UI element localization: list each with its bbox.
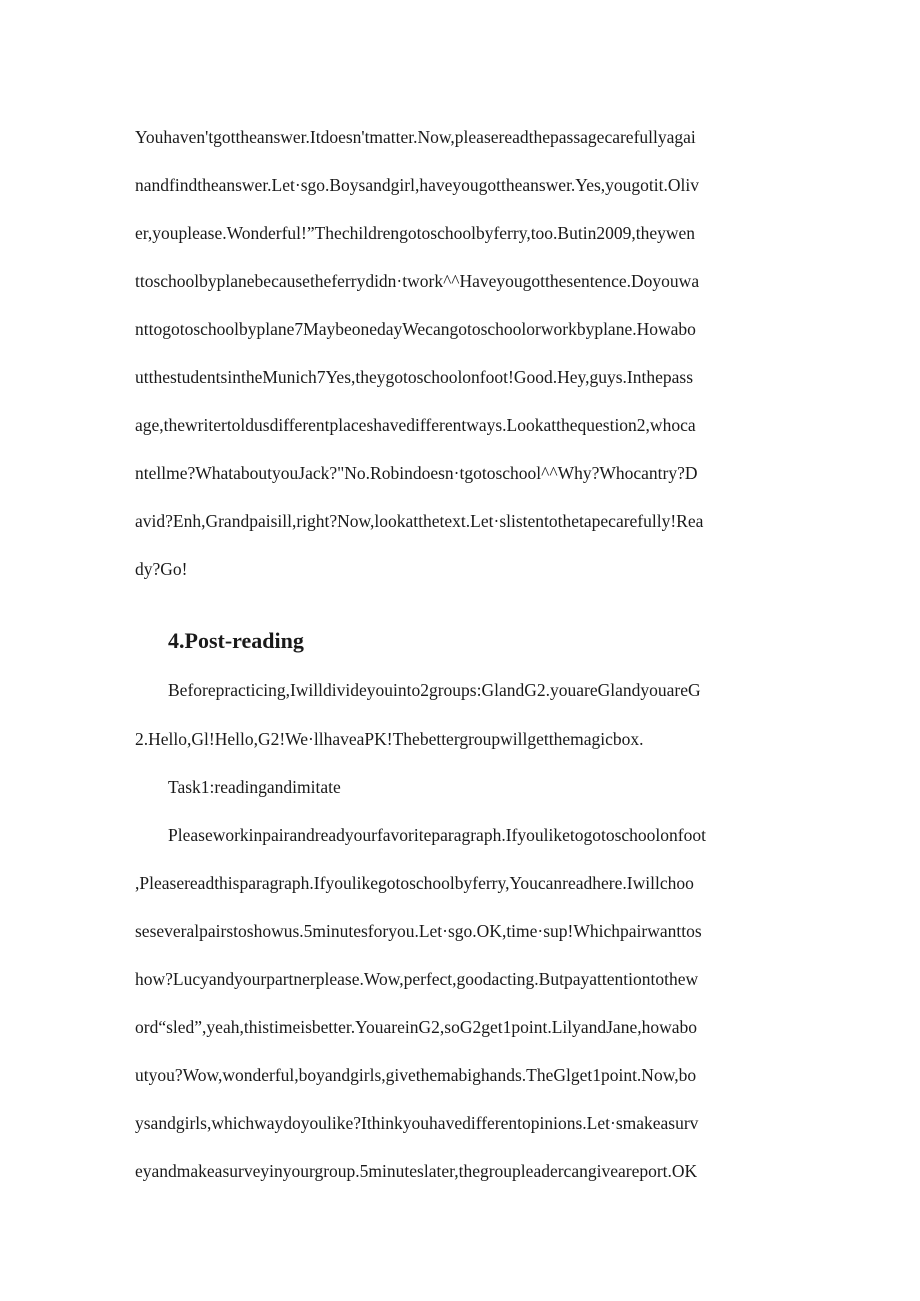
text-line: how?Lucyandyourpartnerplease.Wow,perfect,goodacting.Butpayattentiontothew — [135, 969, 699, 989]
text-line: ntellme?WhataboutyouJack?"No.Robindoesn·tgotoschool^^Why?Whocantry?D — [135, 463, 698, 483]
text-line: ,Pleasereadthisparagraph.Ifyoulikegotoschoolbyferry,Youcanreadhere.Iwillchoo — [135, 873, 694, 893]
text-line: eyandmakeasurveyinyourgroup.5minuteslater,thegroupleadercangiveareport.OK — [135, 1161, 698, 1181]
text-line: er,youplease.Wonderful!”Thechildrengotoschoolbyferry,too.Butin2009,theywen — [135, 223, 695, 243]
text-line: ttoschoolbyplanebecausetheferrydidn·twork^^Haveyougotthesentence.Doyouwa — [135, 271, 700, 291]
text-line: seseveralpairstoshowus.5minutesforyou.Let·sgo.OK,time·sup!Whichpairwanttos — [135, 921, 702, 941]
section-heading: 4.Post-reading — [168, 628, 304, 653]
text-line: 2.Hello,Gl!Hello,G2!We·llhaveaPK!Thebettergroupwillgetthemagicbox. — [135, 729, 644, 749]
text-line: nttogotoschoolbyplane7MaybeonedayWecangotoschoolorworkbyplane.Howabo — [135, 319, 696, 339]
text-line: nandfindtheanswer.Let·sgo.Boysandgirl,haveyougottheanswer.Yes,yougotit.Oliv — [135, 175, 699, 195]
text-line: avid?Enh,Grandpaisill,right?Now,lookatthetext.Let·slistentothetapecarefully!Rea — [135, 511, 704, 531]
text-line: ysandgirls,whichwaydoyoulike?Ithinkyouhavedifferentopinions.Let·smakeasurv — [135, 1113, 699, 1133]
text-line: ord“sled”,yeah,thistimeisbetter.YouareinG2,soG2get1point.LilyandJane,howabo — [135, 1017, 697, 1037]
text-line: utthestudentsintheMunich7Yes,theygotoschoolonfoot!Good.Hey,guys.Inthepass — [135, 367, 694, 387]
text-line: Beforepracticing,Iwilldivideyouinto2groups:GlandG2.youareGlandyouareG — [168, 680, 701, 700]
text-line: Youhaven'tgottheanswer.Itdoesn'tmatter.Now,pleasereadthepassagecarefullyagai — [135, 127, 696, 147]
text-line: dy?Go! — [135, 559, 188, 579]
text-line: Pleaseworkinpairandreadyourfavoriteparagraph.Ifyouliketogotoschoolonfoot — [168, 825, 706, 845]
text-line: utyou?Wow,wonderful,boyandgirls,givethemabighands.TheGlget1point.Now,bo — [135, 1065, 697, 1085]
task-label: Task1:readingandimitate — [168, 777, 341, 797]
text-line: age,thewritertoldusdifferentplaceshavedifferentways.Lookatthequestion2,whoca — [135, 415, 696, 435]
